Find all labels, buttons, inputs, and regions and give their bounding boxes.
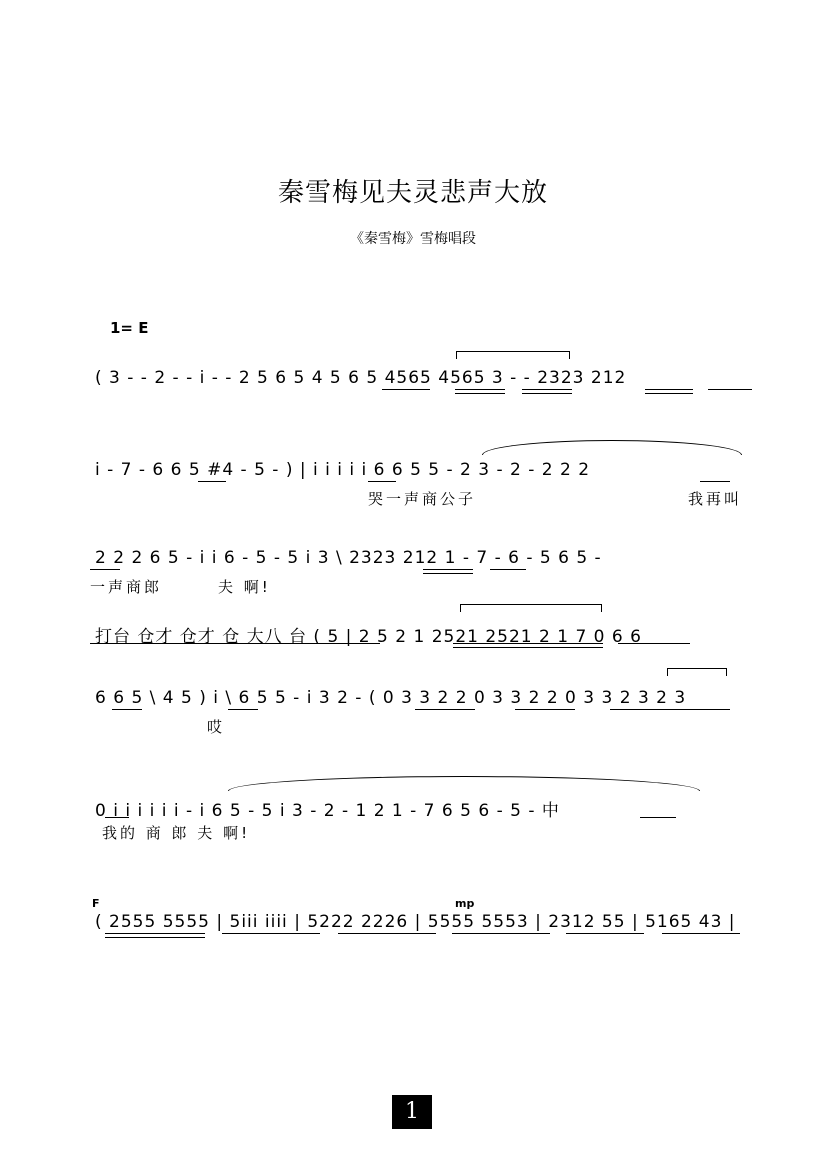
underline [700, 481, 730, 482]
underline [222, 933, 320, 934]
dynamic-forte: F [92, 897, 100, 910]
underline [90, 569, 120, 570]
underline [522, 389, 572, 390]
slur-mark [482, 440, 742, 455]
underline [453, 643, 603, 644]
lyrics-row-3b: 夫 啊! [218, 578, 271, 596]
lyrics-row-6: 我的 商 郎 夫 啊! [102, 824, 251, 842]
underline [522, 393, 572, 394]
score-row-4: 打台 仓才 仓才 仓 大八 台 ( 5 | 2 5 2 1 2521 2521 2 1 7 0 6 6 [95, 627, 642, 647]
lyrics-row-2: 哭一声商公子 [368, 490, 477, 508]
underline [455, 393, 505, 394]
bracket-mark [460, 604, 602, 612]
underline [338, 933, 436, 934]
underline [610, 709, 730, 710]
underline [105, 937, 205, 938]
underline [566, 933, 644, 934]
page-title: 秦雪梅见夫灵悲声大放 [277, 178, 548, 208]
underline [382, 389, 430, 390]
slur-mark [228, 776, 700, 791]
underline [662, 933, 740, 934]
underline [423, 573, 473, 574]
score-row-3: 2 2 2 6 5 - i i 6 - 5 - 5 i 3 \ 2323 212 1 - 7 - 6 - 5 6 5 - [95, 548, 602, 568]
lyrics-row-5: 哎 [207, 718, 226, 736]
underline [198, 481, 226, 482]
underline [423, 569, 473, 570]
underline [515, 709, 575, 710]
lyrics-row-3: 一声商郎 [90, 578, 163, 596]
underline [645, 393, 693, 394]
bracket-mark [456, 351, 570, 359]
page-number: 1 [392, 1095, 432, 1129]
bracket-mark [667, 668, 727, 676]
underline [490, 569, 526, 570]
underline [228, 709, 258, 710]
dynamic-mezzo-piano: mp [455, 897, 475, 910]
key-signature: 1= E [110, 319, 149, 337]
underline [105, 817, 129, 818]
score-row-5: 6 6 5 \ 4 5 ) i \ 6 5 5 - i 3 2 - ( 0 3 3 2 2 0 3 3 2 2 0 3 3 2 3 2 3 [95, 688, 687, 708]
underline [90, 643, 380, 644]
score-row-7: ( 2555 5555 | 5iii iiii | 5222 2226 | 5555 5553 | 2312 55 | 5165 43 | [95, 912, 736, 932]
underline [368, 481, 396, 482]
score-row-1: ( 3 - - 2 - - i - - 2 5 6 5 4 5 6 5 4565 4565 3 - - 2323 212 [95, 368, 627, 388]
underline [645, 389, 693, 390]
underline [640, 817, 676, 818]
page-subtitle: 《秦雪梅》雪梅唱段 [350, 231, 476, 247]
score-row-6: 0 i i i i i i - i 6 5 - 5 i 3 - 2 - 1 2 1 - 7 6 5 6 - 5 - 中 [95, 801, 560, 821]
underline [455, 389, 505, 390]
underline [105, 933, 205, 934]
score-row-2: i - 7 - 6 6 5 #4 - 5 - ) | i i i i i 6 6 5 5 - 2 3 - 2 - 2 2 2 [95, 460, 591, 480]
underline [415, 709, 475, 710]
underline [452, 933, 550, 934]
underline [112, 709, 142, 710]
underline [618, 643, 690, 644]
underline [453, 647, 603, 648]
underline [708, 389, 752, 390]
lyrics-row-2b: 我再叫 [688, 490, 743, 508]
